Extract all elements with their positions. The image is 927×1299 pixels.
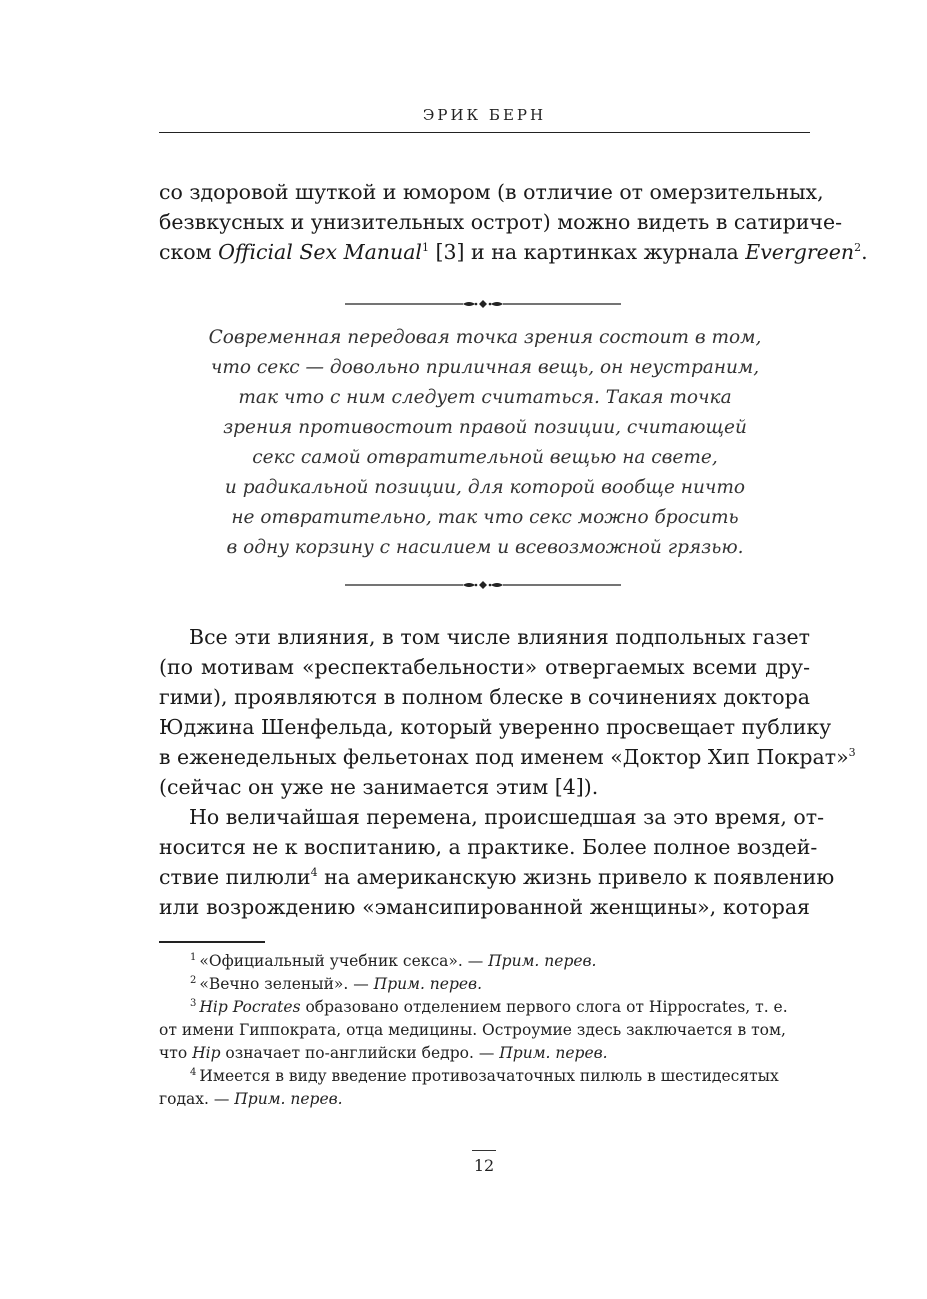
quote-line: зрения противостоит правой позиции, считающей [223, 417, 747, 438]
intro-paragraph [159, 177, 868, 267]
footnote-ref-2[interactable]: 2 [854, 241, 862, 254]
footnote-number: 2 [190, 975, 197, 986]
para1-line-6: (сейчас он уже не занимается этим [4]). [159, 775, 599, 799]
footnote-number: 1 [190, 952, 197, 963]
paragraph-2 [159, 802, 835, 922]
para1-line-4: Юджина Шенфельда, который уверенно просвещает публику [159, 715, 832, 739]
quote-line: секс самой отвратительной вещью на свете, [252, 447, 718, 468]
intro-line-1: со здоровой шуткой и юмором (в отличие от омерзительных, [159, 180, 824, 204]
para2-text: ствие пилюли [159, 865, 311, 889]
footnote-1 [159, 950, 810, 973]
footnote-4-line-2 [159, 1088, 810, 1111]
footnote-3-line-3 [159, 1042, 810, 1065]
quote-line: что секс — довольно приличная вещь, он неустраним, [210, 357, 760, 378]
para1-line-1: Все эти влияния, в том числе влияния подпольных газет [189, 625, 810, 649]
para1-line-3: гими), проявляются в полном блеске в сочинениях доктора [159, 685, 810, 709]
footnotes [159, 950, 810, 1111]
footnote-term: Hip Pocrates [199, 998, 301, 1016]
para2-line-4: или возрождению «эмансипированной женщины», которая [159, 895, 810, 919]
footnote-text: что [159, 1044, 193, 1062]
translator-note: Прим. перев. [234, 1090, 343, 1108]
para2-line-2: носится не к воспитанию, а практике. Более полное воздей- [159, 835, 818, 859]
para2-line-1: Но величайшая перемена, происшедшая за это время, от- [189, 805, 825, 829]
intro-text: [3] и на картинках журнала [428, 240, 746, 264]
translator-note: Прим. перев. [488, 952, 597, 970]
footnote-text: «Официальный учебник секса». — [199, 952, 489, 970]
book-title: Official Sex Manual [218, 240, 422, 264]
footnote-2 [159, 973, 810, 996]
quote-line: Современная передовая точка зрения состоит в том, [208, 327, 762, 348]
quote-line: и радикальной позиции, для которой вообще ничто [224, 477, 746, 498]
para2-text: на американскую жизнь привело к появлению [317, 865, 835, 889]
footnote-text: означает по-английски бедро. — [220, 1044, 500, 1062]
paragraph-1 [159, 622, 856, 802]
intro-text: . [861, 240, 868, 264]
footnote-text: годах. — [159, 1090, 235, 1108]
footnote-rule [159, 941, 265, 943]
intro-line-3 [159, 237, 868, 267]
footnote-number: 4 [190, 1067, 197, 1078]
running-head: ЭРИК БЕРН [422, 106, 547, 124]
footnote-text: «Вечно зеленый». — [199, 975, 374, 993]
footnote-term: Hip [192, 1044, 221, 1062]
page-number-rule [472, 1150, 496, 1151]
translator-note: Прим. перев. [373, 975, 482, 993]
para1-text: в еженедельных фельетонах под именем «Доктор Хип Пократ» [159, 745, 849, 769]
footnote-3-line-2: от имени Гиппократа, отца медицины. Остроумие здесь заключается в том, [159, 1021, 786, 1039]
ornament-divider-top [345, 297, 621, 311]
footnote-4 [159, 1065, 810, 1088]
para2-line-3 [159, 862, 835, 892]
page-number: 12 [473, 1156, 495, 1175]
footnote-ref-4[interactable]: 4 [310, 866, 318, 879]
intro-line-2: безвкусных и унизительных острот) можно видеть в сатириче- [159, 210, 843, 234]
footnote-text: образовано отделением первого слога от Hippocrates, т. е. [300, 998, 788, 1016]
footnote-3 [159, 996, 810, 1019]
para1-line-2: (по мотивам «респектабельности» отвергаемых всеми дру- [159, 655, 810, 679]
footnote-ref-3[interactable]: 3 [848, 746, 856, 759]
header-rule [159, 132, 810, 133]
quote-line: в одну корзину с насилием и всевозможной грязью. [226, 537, 744, 558]
footnote-text: Имеется в виду введение противозачаточных пилюль в шестидесятых [199, 1067, 779, 1085]
footnote-number: 3 [190, 998, 197, 1009]
quote-block [200, 323, 770, 563]
para1-line-5 [159, 742, 856, 772]
quote-line: так что с ним следует считаться. Такая точка [238, 387, 732, 408]
ornament-divider-bottom [345, 578, 621, 592]
translator-note: Прим. перев. [499, 1044, 608, 1062]
journal-title: Evergreen [745, 240, 855, 264]
footnote-ref-1[interactable]: 1 [421, 241, 429, 254]
quote-line: не отвратительно, так что секс можно бросить [231, 507, 739, 528]
intro-text: ском [159, 240, 219, 264]
